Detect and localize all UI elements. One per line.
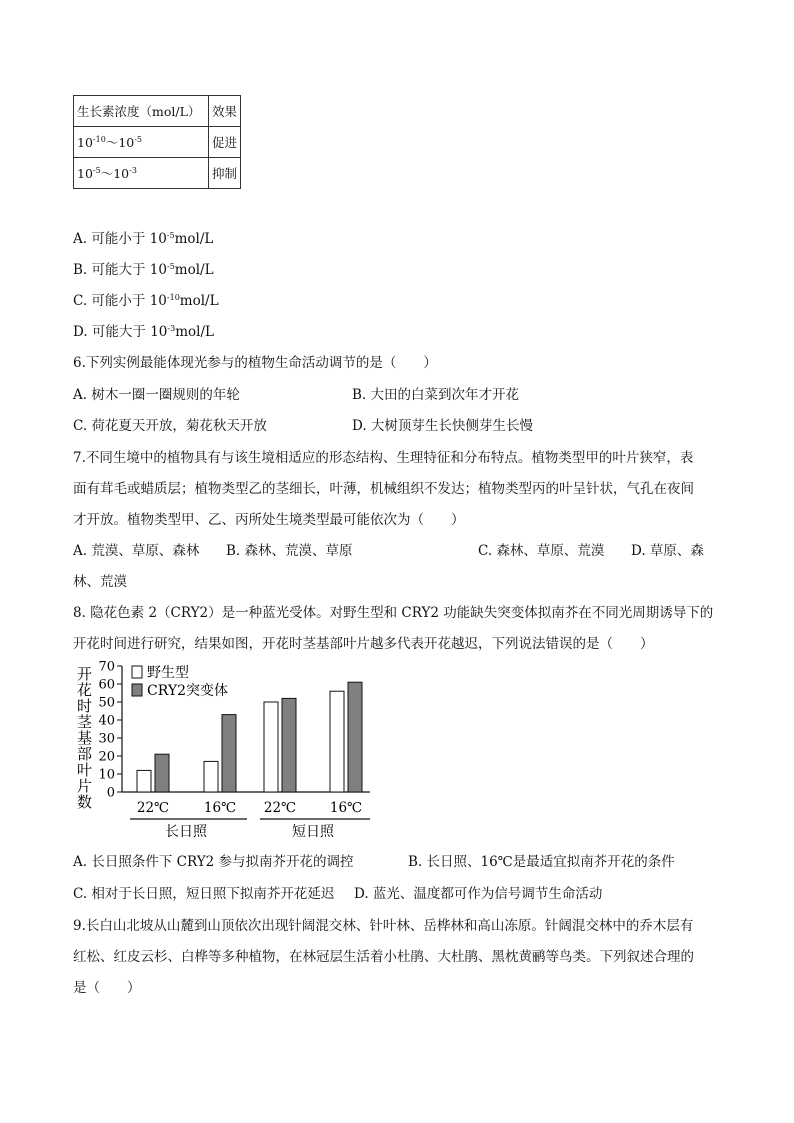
bar-cry2-mutant [348,682,362,792]
q7-stem-line1: 7.不同生境中的植物具有与该生境相适应的形态结构、生理特征和分布特点。植物类型甲的叶片狭窄，表 [73,450,694,466]
bar-wild-type [204,761,218,792]
x-group-label: 短日照 [292,824,334,840]
q5-option-a: A. 可能小于 $10^{-5}mol/L$ [73,231,214,247]
bar-cry2-mutant [155,754,169,792]
bar-cry2-mutant [222,715,236,792]
q7-stem-line2: 面有茸毛或蜡质层；植物类型乙的茎细长，叶薄，机械组织不发达；植物类型丙的叶呈针状，气孔在夜间 [73,481,694,497]
effect-cell: 抑制 [209,158,241,189]
effect-cell: 促进 [209,127,241,158]
legend-label: 野生型 [147,665,189,681]
q9-stem-line1: 9.长白山北坡从山麓到山顶依次出现针阔混交林、针叶林、岳桦林和高山冻原。针阔混交林中的乔木层有 [73,918,694,934]
q8-option-c: C. 相对于长日照，短日照下拟南芥开花延迟 [73,886,335,902]
auxin-concentration-table [73,95,241,189]
table-row [74,127,241,158]
y-tick-label: 50 [98,695,115,711]
q7-option-c: C. 森林、草原、荒漠 [478,543,605,559]
q7-option-b: B. 森林、荒漠、草原 [226,543,353,559]
x-group-label: 长日照 [165,824,207,840]
y-axis-label: 开花时茎基部叶片数 [75,666,93,810]
y-tick-label: 0 [106,785,115,801]
q8-stem-line2: 开花时间进行研究，结果如图，开花时茎基部叶片越多代表开花越迟，下列说法错误的是（ ） [73,636,654,652]
bar-wild-type [264,702,278,792]
q6-option-d: D. 大树顶芽生长快侧芽生长慢 [352,418,533,434]
bar-cry2-mutant [282,698,296,792]
q7-stem-line3: 才开放。植物类型甲、乙、丙所处生境类型最可能依次为（ ） [73,512,465,528]
x-category-label: 16℃ [329,800,363,816]
y-tick-label: 20 [98,749,115,765]
table-row [74,158,241,189]
q7-option-a: A. 荒漠、草原、森林 [73,543,200,559]
q8-option-b: B. 长日照、16℃是最适宜拟南芥开花的条件 [408,854,675,870]
q7-option-d-continued: 林、荒漠 [73,574,127,590]
q6-stem: 6.下列实例最能体现光参与的植物生命活动调节的是（ ） [73,355,437,371]
legend-swatch [132,666,142,678]
q5-option-b: B. 可能大于 $10^{-5}mol/L$ [73,262,214,278]
y-tick-label: 40 [98,713,115,729]
header-effect: 效果 [209,96,241,127]
q6-option-b: B. 大田的白菜到次年才开花 [352,387,520,403]
legend-swatch [132,684,142,696]
q5-option-d: D. 可能大于 $10^{-3}mol/L$ [73,324,214,340]
x-category-label: 22℃ [263,800,297,816]
bar-wild-type [330,691,344,792]
y-tick-label: 70 [98,659,115,675]
q5-option-c: C. 可能小于 $10^{-10}mol/L$ [73,293,219,309]
legend-label: CRY2突变体 [147,683,228,699]
q7-option-d: D. 草原、森 [631,543,704,559]
q9-stem-line3: 是（ ） [73,980,141,996]
concentration-range-cell: $10^{-5}\sim 10^{-3}$ [74,158,209,189]
q8-option-d: D. 蓝光、温度都可作为信号调节生命活动 [354,886,603,902]
table-header-row [74,96,241,127]
bar-wild-type [137,770,151,792]
header-concentration: 生长素浓度（mol/L） [74,96,209,127]
q8-option-a: A. 长日照条件下 CRY2 参与拟南芥开花的调控 [73,854,354,870]
y-tick-label: 10 [98,767,115,783]
q9-stem-line2: 红松、红皮云杉、白桦等多种植物，在林冠层生活着小杜鹃、大杜鹃、黑枕黄鹂等鸟类。下列叙述合理的 [73,949,694,965]
q6-option-c: C. 荷花夏天开放，菊花秋天开放 [73,418,267,434]
flowering-leaf-count-chart [70,658,390,843]
y-tick-label: 30 [98,731,115,747]
q8-stem-line1: 8. 隐花色素 2（CRY2）是一种蓝光受体。对野生型和 CRY2 功能缺失突变体拟南芥在不同光周期诱导下的 [73,605,714,621]
x-category-label: 22℃ [136,800,170,816]
y-tick-label: 60 [98,677,115,693]
q6-option-a: A. 树木一圈一圈规则的年轮 [73,387,240,403]
concentration-range-cell: $10^{-10}\sim 10^{-5}$ [74,127,209,158]
x-category-label: 16℃ [203,800,237,816]
